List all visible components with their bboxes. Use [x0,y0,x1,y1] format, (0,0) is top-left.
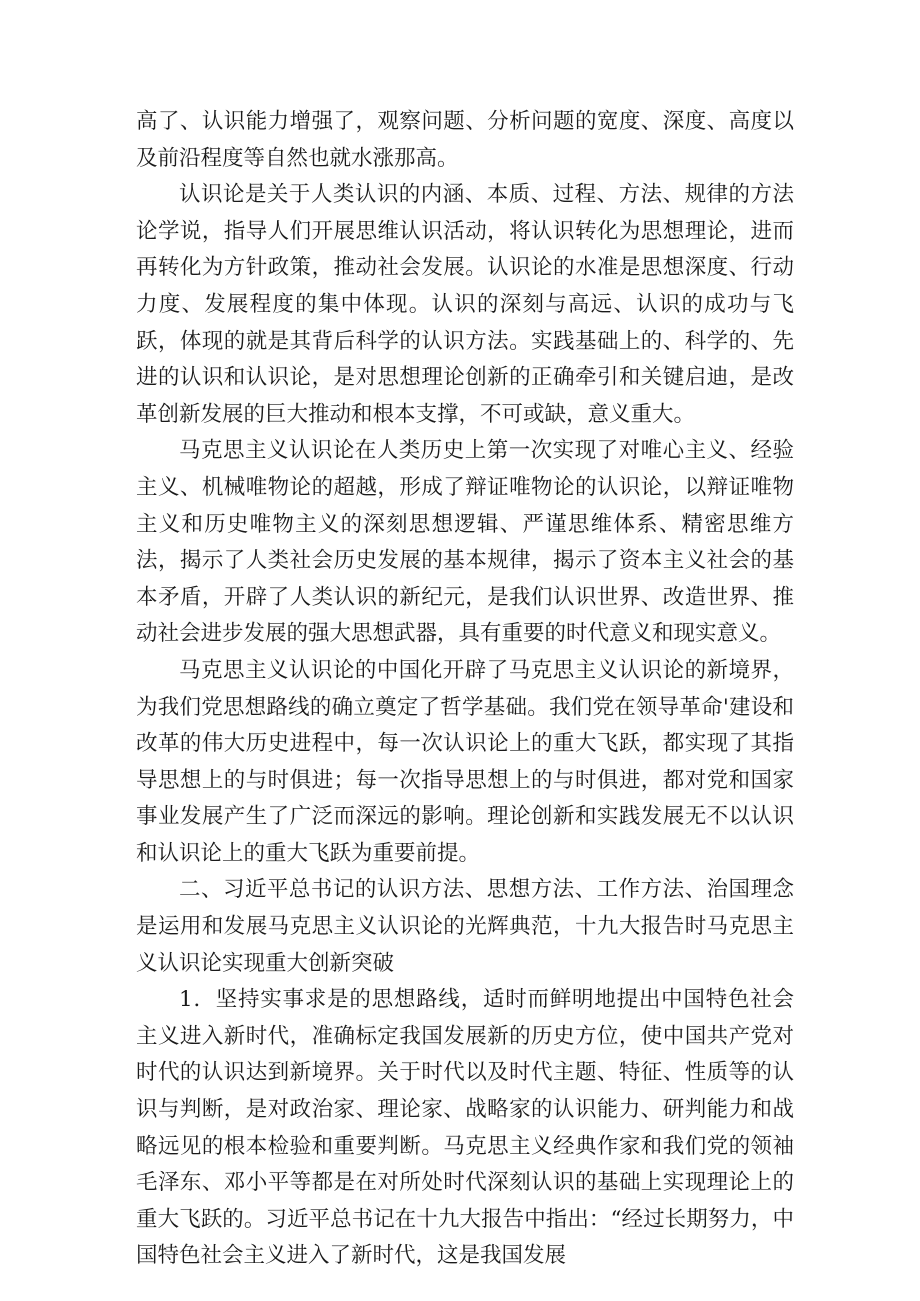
paragraph-marxist-epistemology: 马克思主义认识论在人类历史上第一次实现了对唯心主义、经验主义、机械唯物论的超越，形成了辩证唯物论的认识论，以辩证唯物主义和历史唯物主义的深刻思想逻辑、严谨思维体系、精密思维方法，揭示了人类社会历史发展的基本规律，揭示了资本主义社会的基本矛盾，开辟了人类认识的新纪元，是我们认识世界、改造世界、推动社会进步发展的强大思想武器，具有重要的时代意义和现实意义。 [136,438,794,647]
paragraph-sinicization: 马克思主义认识论的中国化开辟了马克思主义认识论的新境界，为我们党思想路线的确立奠定了哲学基础。我们党在领导革命'建设和改革的伟大历史进程中，每一次认识论上的重大飞跃，都实现了其指导思想上的与时俱进；每一次指导思想上的与时俱进，都对党和国家事业发展产生了广泛而深远的影响。理论创新和实践发展无不以认识和认识论上的重大飞跃为重要前提。 [136,657,794,866]
section-heading-two: 二、习近平总书记的认识方法、思想方法、工作方法、治国理念是运用和发展马克思主义认识论的光辉典范，十九大报告时马克思主义认识论实现重大创新突破 [136,877,794,976]
paragraph-point-one: 1．坚持实事求是的思想路线，适时而鲜明地提出中国特色社会主义进入新时代，准确标定我国发展新的历史方位，使中国共产党对时代的认识达到新境界。关于时代以及时代主题、特征、性质等的认识与判断，是对政治家、理论家、战略家的认识能力、研判能力和战略远见的根本检验和重要判断。马克思主义经典作家和我们党的领袖毛泽东、邓小平等都是在对所处时代深刻认识的基础上实现理论上的重大飞跃的。习近平总书记在十九大报告中指出：“经过长期努力，中国特色社会主义进入了新时代，这是我国发展 [136,987,794,1269]
paragraph-continuation: 高了、认识能力增强了，观察问题、分析问题的宽度、深度、高度以及前沿程度等自然也就水涨那高。 [136,109,794,171]
paragraph-epistemology-definition: 认识论是关于人类认识的内涵、本质、过程、方法、规律的方法论学说，指导人们开展思维认识活动，将认识转化为思想理论，进而再转化为方针政策，推动社会发展。认识论的水准是思想深度、行动力度、发展程度的集中体现。认识的深刻与高远、认识的成功与飞跃，体现的就是其背后科学的认识方法。实践基础上的、科学的、先进的认识和认识论，是对思想理论创新的正确牵引和关键启迪，是改革创新发展的巨大推动和根本支撑，不可或缺，意义重大。 [136,182,794,427]
document-page [136,104,794,1275]
